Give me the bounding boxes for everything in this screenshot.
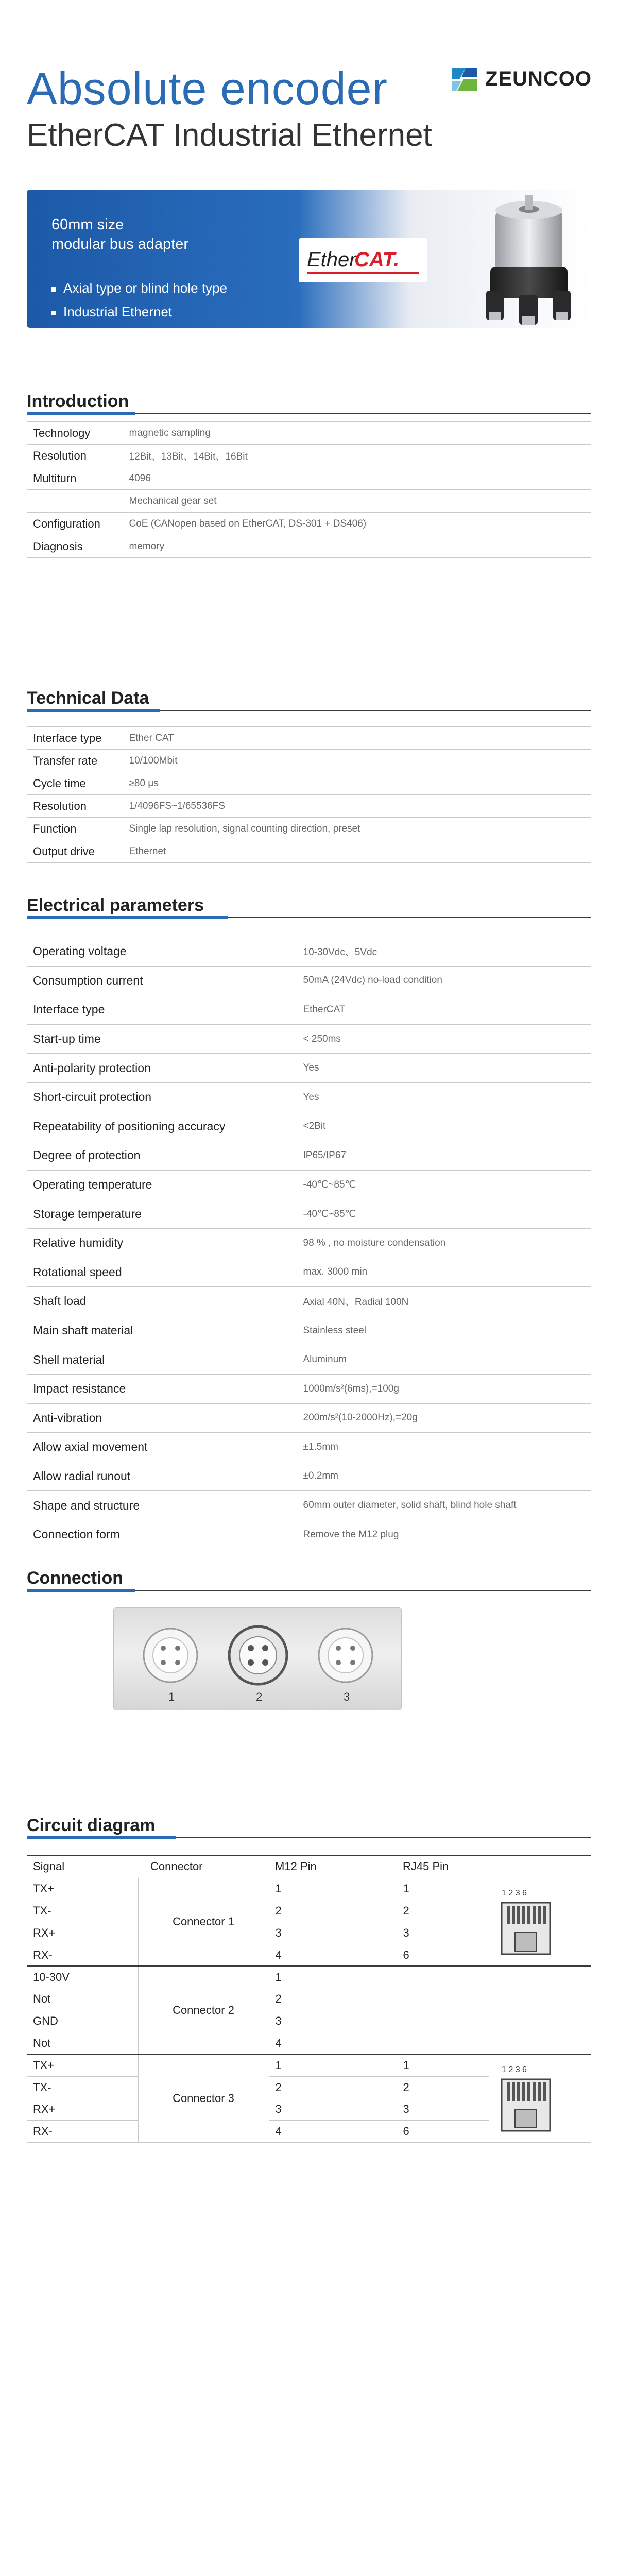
rj45-pin-cell: 2 [397,1900,489,1922]
spec-label: Shape and structure [27,1491,297,1520]
spec-row [27,750,591,772]
rj45-pin-cell: 1 [397,2054,489,2076]
spec-value: ±0.2mm [297,1462,591,1491]
signal-cell: TX- [27,1900,138,1922]
spec-value: magnetic sampling [123,422,591,445]
m12-pin-cell: 3 [269,2010,397,2032]
spec-label: Technology [27,422,123,445]
signal-cell: 10-30V [27,1966,138,1988]
signal-cell: TX+ [27,2054,138,2076]
spec-label: Output drive [27,840,123,863]
spec-row [27,1520,591,1549]
logo-mark-icon [450,65,479,94]
spec-label: Resolution [27,445,123,467]
technical-section [27,689,591,710]
spec-label: Allow radial runout [27,1462,297,1491]
spec-value: -40℃~85℃ [297,1199,591,1229]
spec-label: Operating voltage [27,937,297,967]
banner-bullet-1 [52,281,227,295]
rj45-pin-numbers: 1 2 3 6 [502,1889,527,1898]
spec-row [27,1024,591,1054]
spec-row [27,1433,591,1462]
rj45-pin-cell [397,2032,489,2055]
spec-row [27,445,591,467]
spec-row [27,727,591,750]
electrical-heading: Electrical parameters [27,895,204,915]
connector-label-1: 1 [168,1690,175,1703]
signal-cell: RX+ [27,1922,138,1944]
page-title: Absolute encoder [27,63,388,114]
rj45-pin-numbers: 1 2 3 6 [502,2065,527,2075]
spec-label: Resolution [27,795,123,818]
spec-row [27,1141,591,1171]
spec-value: 50mA (24Vdc) no-load condition [297,966,591,995]
spec-value: Axial 40N、Radial 100N [297,1287,591,1316]
col-rj45-pin: RJ45 Pin [397,1855,489,1878]
rj45-pin-cell: 1 [397,1878,489,1900]
introduction-section [27,393,591,413]
m12-pin-cell: 4 [269,2121,397,2143]
page-subtitle: EtherCAT Industrial Ethernet [27,117,432,153]
spec-row [27,1345,591,1375]
banner-bullet-1-text: Axial type or blind hole type [63,280,227,296]
m12-pin-cell: 1 [269,1966,397,1988]
introduction-heading: Introduction [27,392,129,411]
spec-value: memory [123,535,591,558]
spec-row [27,1054,591,1083]
spec-value: Ether CAT [123,727,591,750]
section-underline-accent [27,1589,135,1592]
rj45-pin-cell: 3 [397,1922,489,1944]
spec-value: 4096 [123,467,591,490]
spec-value: -40℃~85℃ [297,1170,591,1199]
spec-label [27,490,123,513]
ethercat-text-cat: CAT. [354,248,400,271]
technical-table [27,726,591,863]
connector-cell: Connector 1 [138,1878,269,1966]
spec-value: 60mm outer diameter, solid shaft, blind hole shaft [297,1491,591,1520]
signal-cell: RX+ [27,2098,138,2121]
connector-label-3: 3 [344,1690,350,1703]
m12-pin-cell: 2 [269,2076,397,2098]
spec-value: Yes [297,1082,591,1112]
spec-label: Diagnosis [27,535,123,558]
spec-row [27,467,591,490]
signal-cell: RX- [27,2121,138,2143]
spec-label: Cycle time [27,772,123,795]
m12-pin-cell: 4 [269,1944,397,1966]
rj45-pin-cell: 2 [397,2076,489,2098]
connector-cell: Connector 2 [138,1966,269,2054]
spec-label: Short-circuit protection [27,1082,297,1112]
signal-cell: RX- [27,1944,138,1966]
rj45-image-cell [489,1878,591,1966]
spec-value: Single lap resolution, signal counting direction, preset [123,818,591,840]
spec-value: Ethernet [123,840,591,863]
rj45-image-cell [489,1966,591,2054]
signal-cell: Not [27,2032,138,2055]
spec-value: max. 3000 min [297,1258,591,1287]
spec-label: Configuration [27,513,123,535]
ethercat-badge [299,238,427,282]
m12-pin-cell: 1 [269,1878,397,1900]
spec-label: Anti-polarity protection [27,1054,297,1083]
spec-value: Aluminum [297,1345,591,1375]
rj45-socket-icon [495,1883,556,1960]
bullet-icon [52,311,56,315]
spec-label: Repeatability of positioning accuracy [27,1112,297,1141]
spec-value: 1/4096FS~1/65536FS [123,795,591,818]
spec-row [27,772,591,795]
spec-value: Mechanical gear set [123,490,591,513]
circuit-row [27,1878,591,1900]
spec-row [27,840,591,863]
spec-row [27,818,591,840]
spec-label: Main shaft material [27,1316,297,1345]
spec-label: Degree of protection [27,1141,297,1171]
col-connector: Connector [138,1855,269,1878]
signal-cell: TX+ [27,1878,138,1900]
spec-row [27,966,591,995]
brand-logo [450,61,599,97]
logo-text: ZEUNCOO [485,67,592,90]
m12-pin-cell: 2 [269,1900,397,1922]
ethercat-text-ether: Ether [307,248,356,271]
m12-pin-cell: 4 [269,2032,397,2055]
spec-row [27,1228,591,1258]
spec-value: 200m/s²(10-2000Hz),=20g [297,1403,591,1433]
rj45-pin-cell [397,1966,489,1988]
rj45-pin-cell [397,2010,489,2032]
circuit-header-row [27,1855,591,1878]
section-underline-accent [27,1836,176,1839]
spec-value: CoE (CANopen based on EtherCAT, DS-301 + DS406) [123,513,591,535]
banner-bullet-2 [52,305,172,318]
bullet-icon [52,287,56,292]
circuit-section [27,1817,591,1837]
m12-connectors-graphic [114,1608,402,1711]
spec-row [27,1374,591,1403]
spec-label: Consumption current [27,966,297,995]
connector-face-panel [113,1607,402,1710]
spec-label: Relative humidity [27,1228,297,1258]
col-rj45-image [489,1855,591,1878]
circuit-rows [27,1878,591,2143]
spec-value: 1000m/s²(6ms),=100g [297,1374,591,1403]
spec-row [27,1462,591,1491]
spec-row [27,1287,591,1316]
spec-value: Yes [297,1054,591,1083]
m12-pin-cell: 3 [269,2098,397,2121]
m12-pin-cell: 1 [269,2054,397,2076]
spec-row [27,1199,591,1229]
section-underline-accent [27,412,135,415]
spec-row [27,1170,591,1199]
introduction-rows [27,422,591,558]
section-underline-accent [27,709,160,712]
connector-3-icon [319,1629,372,1682]
rj45-image-cell [489,2054,591,2142]
spec-label: Operating temperature [27,1170,297,1199]
connector-label-2: 2 [256,1690,263,1703]
introduction-table [27,421,591,558]
circuit-table [27,1855,591,2143]
spec-value: EtherCAT [297,995,591,1025]
circuit-row [27,1966,591,1988]
banner-adapter-text: modular bus adapter [52,236,188,252]
spec-row [27,937,591,967]
spec-label: Multiturn [27,467,123,490]
rj45-socket-icon [495,2060,556,2137]
spec-row [27,1491,591,1520]
spec-row [27,422,591,445]
spec-value: <2Bit [297,1112,591,1141]
spec-row [27,1316,591,1345]
spec-row [27,1112,591,1141]
spec-value: < 250ms [297,1024,591,1054]
spec-label: Allow axial movement [27,1433,297,1462]
spec-value: ±1.5mm [297,1433,591,1462]
spec-label: Interface type [27,727,123,750]
connector-2-icon [229,1626,287,1684]
spec-row [27,490,591,513]
banner-size-text: 60mm size [52,216,124,233]
circuit-heading: Circuit diagram [27,1816,156,1835]
banner-bullet-2-text: Industrial Ethernet [63,304,173,319]
spec-label: Connection form [27,1520,297,1549]
spec-label: Transfer rate [27,750,123,772]
connector-1-icon [144,1629,197,1682]
signal-cell: GND [27,2010,138,2032]
electrical-section [27,896,591,917]
connection-heading: Connection [27,1568,123,1588]
electrical-table [27,937,591,1549]
spec-label: Shell material [27,1345,297,1375]
spec-row [27,795,591,818]
spec-row [27,1403,591,1433]
spec-label: Shaft load [27,1287,297,1316]
spec-label: Anti-vibration [27,1403,297,1433]
circuit-row [27,2054,591,2076]
spec-value: Remove the M12 plug [297,1520,591,1549]
electrical-rows [27,937,591,1549]
m12-pin-cell: 3 [269,1922,397,1944]
spec-value: 10-30Vdc、5Vdc [297,937,591,967]
spec-label: Interface type [27,995,297,1025]
spec-value: 98 % , no moisture condensation [297,1228,591,1258]
spec-row [27,1082,591,1112]
spec-row [27,513,591,535]
spec-row [27,535,591,558]
spec-label: Impact resistance [27,1374,297,1403]
col-m12-pin: M12 Pin [269,1855,397,1878]
spec-value: IP65/IP67 [297,1141,591,1171]
spec-row [27,1258,591,1287]
section-underline-accent [27,916,228,919]
technical-heading: Technical Data [27,688,149,708]
spec-row [27,995,591,1025]
spec-label: Rotational speed [27,1258,297,1287]
hero-banner [27,190,591,328]
encoder-product-image [466,190,591,328]
spec-value: 12Bit、13Bit、14Bit、16Bit [123,445,591,467]
technical-rows [27,727,591,863]
rj45-pin-cell [397,1988,489,2010]
rj45-pin-cell: 6 [397,2121,489,2143]
rj45-pin-cell: 6 [397,1944,489,1966]
m12-pin-cell: 2 [269,1988,397,2010]
signal-cell: Not [27,1988,138,2010]
spec-value: Stainless steel [297,1316,591,1345]
spec-label: Start-up time [27,1024,297,1054]
spec-value: 10/100Mbit [123,750,591,772]
col-signal: Signal [27,1855,138,1878]
signal-cell: TX- [27,2076,138,2098]
ethercat-underline [307,272,419,274]
connection-section [27,1569,591,1590]
rj45-pin-cell: 3 [397,2098,489,2121]
spec-label: Function [27,818,123,840]
connector-cell: Connector 3 [138,2054,269,2142]
spec-value: ≥80 μs [123,772,591,795]
spec-label: Storage temperature [27,1199,297,1229]
